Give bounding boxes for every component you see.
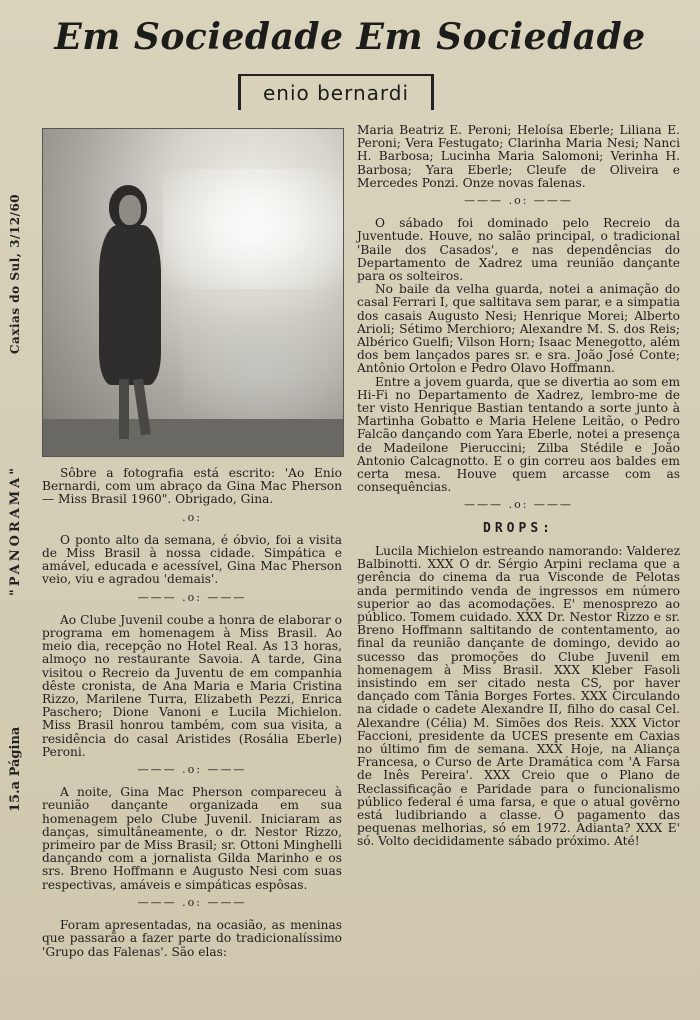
paragraph: O ponto alto da semana, é óbvio, foi a visita de Miss Brasil à nossa cidade. Simpática e amável, educada e acessível, Gina Mac Pherson veio, viu e agradou 'demais'. bbox=[42, 532, 342, 587]
photo-figure-leg bbox=[119, 379, 129, 439]
paragraph: A noite, Gina Mac Pherson compareceu à reunião dançante organizada em sua homenagem pelo Clube Juvenil. Iniciaram as danças, simultâneamente, o dr. Nestor Rizzo, primeiro par de Miss Brasil; sr. Ottoni Minghelli dançando com a jornalista Gilda Marinho e os srs. Breno Hoffmann e Augusto Nesi com suas respectivas, amáveis e simpáticas espôsas. bbox=[42, 785, 342, 892]
photo-cloud bbox=[183, 309, 343, 419]
photo-cloud bbox=[163, 169, 343, 289]
paragraph: Ao Clube Juvenil coube a honra de elaborar o programa em homenagem à Miss Brasil. Ao meio dia, recepção no Hotel Real. As 13 horas, almoço no restaurante Savoia. A tarde, Gina visitou o Recreio da Juventu de em companhia dêste cronista, de Ana Maria e Maria Cristina Rizzo, Marilene Turra, Elizabeth Pezzi, Enrica Paschero; Dione Vanoni e Lucila Michielon. Miss Brasil honrou também, com sua visita, a residência do casal Aristides (Rosália Eberle) Peroni. bbox=[42, 612, 342, 759]
paragraph: Entre a jovem guarda, que se divertia ao som em Hi-Fi no Departamento de Xadrez, lembro-me de ter visto Henrique Bastian tentando a sorte junto à Martinha Gobatto e Maria Helene Leitão, o Pedro Falcão dançando com Yara Eberle, notei a presença de Madeilone Pieruccini; Zilba Stédile e João Antonio Calcagnotto. E o gin correu aos baldes em certa mesa. Houve quem arcasse com as consequências. bbox=[357, 374, 680, 495]
photo-floor bbox=[43, 419, 343, 456]
paragraph: No baile da velha guarda, notei a animação do casal Ferrari I, que saltitava sem parar, e a simpatia dos casais Augusto Nesi; Henrique Morei; Alberto Arioli; Sétimo Merchioro; Alexandre M. S. dos Reis; Albérico Guelfi; Vilson Horn; Isaac Menegotto, além dos bem lançados pares sr. e sra. João José Conte; Antônio Ortolon e Pedro Olavo Hoffmann. bbox=[357, 282, 680, 376]
paragraph: Maria Beatriz E. Peroni; Heloísa Eberle; Liliana E. Peroni; Vera Festugato; Clarinha Maria Nesi; Nanci H. Barbosa; Lucinha Maria Salomoni; Verinha H. Barbosa; Yara Eberle; Cleufe de Oliveira e Mercedes Ponzi. Onze novas falenas. bbox=[357, 123, 680, 190]
photo-figure-body bbox=[99, 225, 161, 385]
separator: ——— .o: ——— bbox=[137, 590, 247, 604]
paragraph: O sábado foi dominado pelo Recreio da Juventude. Houve, no salão principal, o tradicional 'Baile dos Casados', e nas dependências do Departamento de Xadrez uma reunião dançante para os solteiros. bbox=[357, 216, 680, 284]
portrait-photo bbox=[42, 128, 344, 457]
side-page-number: 15.a Página bbox=[8, 726, 23, 812]
author-byline: enio bernardi bbox=[238, 74, 434, 110]
side-publication-name: "PANORAMA" bbox=[8, 464, 23, 596]
drops-paragraph: Lucila Michielon estreando namorando: Valderez Balbinotti. XXX O dr. Sérgio Arpini reclama que a gerência do cinema da rua Visconde de Pelotas anda permitindo venda de ingressos em número superior ao das acomodações. E' menosprezo ao público. Tomem cuidado. XXX Dr. Nestor Rizzo e sr. Breno Hoffmann saltitando de contentamento, ao final da reunião dançante de domingo, devido ao sucesso das promoções do Clube Juvenil em homenagem à Miss Brasil. XXX Kleber Fasoli insistindo em ser citado nesta CS, por haver dançado com Tânia Borges Fortes. XXX Circulando na cidade o cadete Alexandre II, filho do casal Cel. Alexandre (Célia) M. Simões dos Reis. XXX Victor Faccioni, presidente da UCES presente em Caxias no último fim de semana. XXX Hoje, na Aliança Francesa, o Curso de Arte Dramática com 'A Farsa de Inês Pereira'. XXX Creio que o Plano de Reclassificação e Paridade para o funcionalismo público federal é uma farsa, e que o atual govêrno está ludibriando a classe. O pagamento das pequenas melhorias, só em 1972. Adianta? XXX E' só. Volto decididamente sábado próximo. Até! bbox=[357, 543, 680, 849]
column-masthead: Em Sociedade Em Sociedade bbox=[54, 16, 646, 58]
separator: .o: bbox=[182, 510, 202, 524]
separator: ——— .o: ——— bbox=[137, 763, 247, 777]
separator: ——— .o: ——— bbox=[464, 498, 573, 512]
side-date: Caxias do Sul, 3/12/60 bbox=[8, 193, 22, 354]
separator: ——— .o: ——— bbox=[137, 895, 247, 909]
paragraph: Foram apresentadas, na ocasião, as meninas que passarão a fazer parte do tradicionalíssimo 'Grupo das Falenas'. São elas: bbox=[42, 918, 342, 959]
photo-caption: Sôbre a fotografia está escrito: 'Ao Enio Bernardi, com um abraço da Gina Mac Pherson — Miss Brasil 1960". Obrigado, Gina. bbox=[42, 466, 342, 507]
right-column bbox=[357, 124, 680, 849]
photo-figure-face bbox=[119, 195, 141, 225]
separator: ——— .o: ——— bbox=[464, 194, 573, 208]
left-column bbox=[42, 467, 342, 959]
drops-heading: DROPS: bbox=[483, 520, 554, 536]
